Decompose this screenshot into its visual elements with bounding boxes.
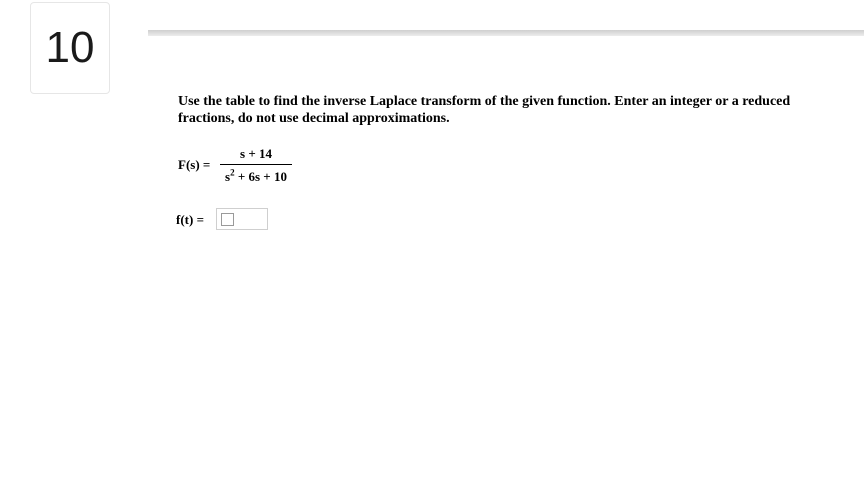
- denominator-exponent: 2: [230, 167, 235, 178]
- denominator-rest: + 6s + 10: [234, 169, 287, 184]
- question-prompt: [178, 93, 838, 127]
- fraction-denominator: [220, 168, 292, 185]
- prompt-line-1: Use the table to find the inverse Laplace transform of the given function. Enter an integer or a reduced: [178, 94, 791, 109]
- fraction-numerator: s + 14: [240, 146, 272, 161]
- function-fraction: [220, 145, 292, 185]
- answer-label: f(t) =: [176, 212, 204, 227]
- top-divider: [148, 30, 864, 36]
- answer-input[interactable]: [216, 208, 268, 230]
- fraction-bar: [220, 164, 292, 165]
- answer-input-placeholder-box: [221, 213, 234, 226]
- function-label: F(s) =: [178, 157, 211, 172]
- denominator-variable: s: [225, 169, 231, 184]
- prompt-line-2: fractions, do not use decimal approximations.: [178, 111, 450, 126]
- question-number: 10: [30, 2, 110, 94]
